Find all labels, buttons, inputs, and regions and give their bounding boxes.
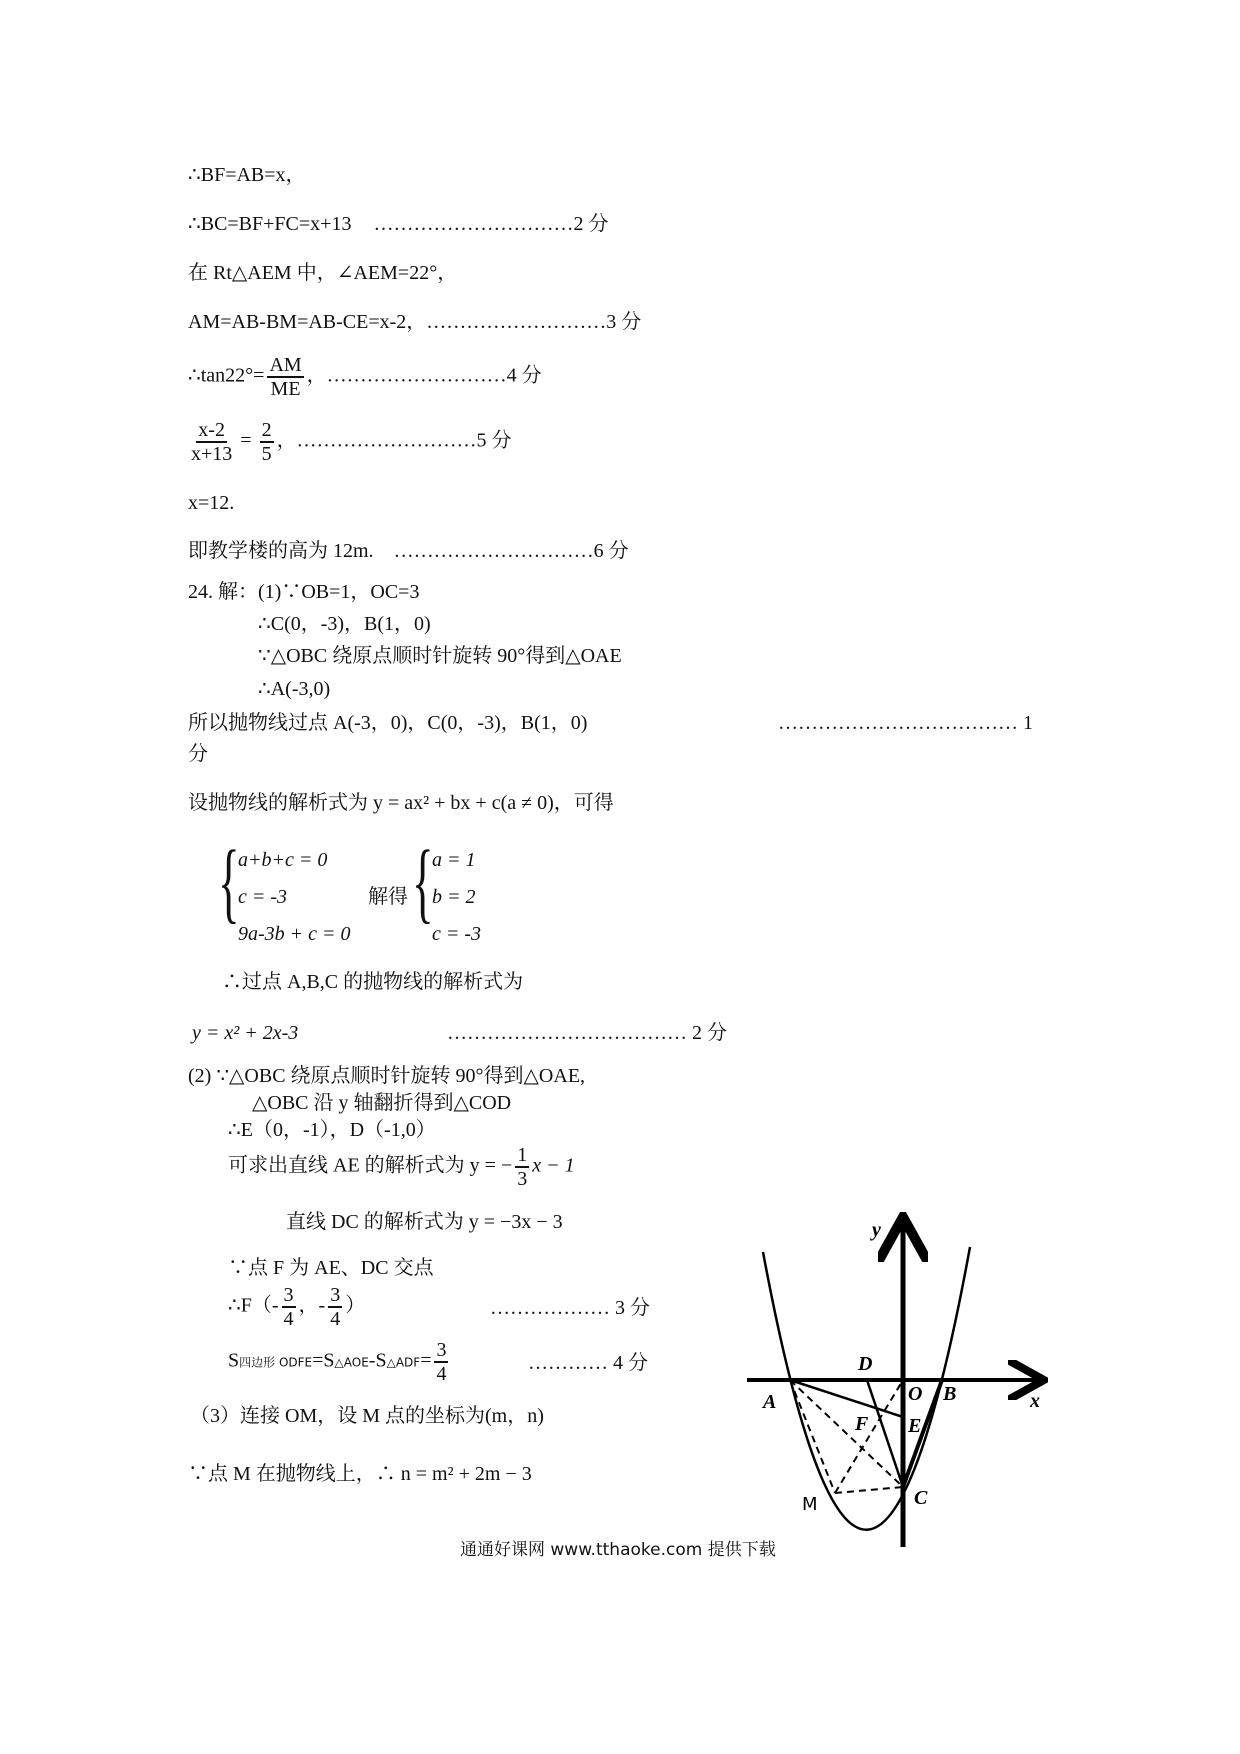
text-line: △OBC 沿 y 轴翻折得到△COD — [252, 1092, 512, 1114]
score-mark: ……………………………… 2 分 — [447, 1022, 727, 1044]
text-line: ∵点 M 在抛物线上，∴ n = m² + 2m − 3 — [188, 1463, 532, 1485]
label-A: A — [763, 1391, 777, 1413]
line-AE — [790, 1380, 903, 1417]
text-line: 直线 DC 的解析式为 y = −3x − 3 — [286, 1211, 563, 1233]
fraction: $\frac{1}{3}$ — [517, 1144, 528, 1190]
fraction: $\frac{3}{4}$ — [436, 1339, 447, 1385]
equation: a = 1 — [432, 849, 476, 871]
text-line: ∴F（- $\frac{3}{4}$ ，- $\frac{3}{4}$ ） — [228, 1284, 366, 1330]
equation: c = -3 — [432, 923, 482, 945]
footer: 通通好课网 www.tthaoke.com 提供下载 — [460, 1540, 776, 1560]
dashed-MC — [835, 1487, 903, 1493]
text-line: 在 Rt△AEM 中，∠AEM=22°， — [188, 262, 458, 284]
text-line: (2) ∵△OBC 绕原点顺时针旋转 90°得到△OAE, — [188, 1065, 586, 1087]
text-line: （3）连接 OM，设 M 点的坐标为(m，n) — [190, 1405, 544, 1427]
label-O: O — [908, 1383, 923, 1405]
equation: ∴tan22°= — [188, 364, 265, 387]
text-label: 解得 — [368, 886, 408, 908]
text-line: ∵△OBC 绕原点顺时针旋转 90°得到△OAE — [258, 645, 622, 667]
text-line: 分 — [188, 743, 208, 765]
score-mark: ………………………3 分 — [426, 311, 642, 333]
score-mark: ……………………………… 1 — [778, 712, 1033, 734]
numerator: AM — [269, 354, 302, 376]
equation: y = x² + 2x-3 — [192, 1022, 299, 1044]
score-mark: ，………………………4 分 — [306, 364, 542, 387]
line-DC — [867, 1380, 903, 1487]
denominator: x+13 — [191, 443, 233, 465]
fraction: $\frac{3}{4}$ — [330, 1284, 341, 1330]
equation: c = -3 — [238, 886, 288, 908]
score-mark: ，………………………5 分 — [276, 429, 512, 452]
text-line: ∴E（0，-1），D（-1,0） — [228, 1119, 436, 1141]
numerator: 2 — [261, 419, 272, 441]
equation: 9a-3b + c = 0 — [238, 923, 351, 945]
equation: ∴BC=BF+FC=x+13 — [188, 213, 352, 235]
text-line: x=12. — [188, 492, 235, 514]
text-line: ∵点 F 为 AE、DC 交点 — [228, 1257, 434, 1279]
label-C: C — [914, 1487, 928, 1509]
label-y: y — [872, 1219, 881, 1241]
equation: AM=AB-BM=AB-CE=x-2， — [188, 311, 427, 333]
score-mark: …………………………2 分 — [373, 213, 609, 235]
label-E: E — [908, 1415, 922, 1437]
label-D: D — [858, 1353, 873, 1375]
equation: b = 2 — [432, 886, 476, 908]
text-line: ∴A(-3,0) — [258, 678, 331, 700]
fraction: $\frac{3}{4}$ — [283, 1284, 294, 1330]
label-M: M — [802, 1494, 818, 1515]
denominator: ME — [270, 378, 301, 400]
equation: a+b+c = 0 — [238, 849, 328, 871]
denominator: 5 — [261, 443, 272, 465]
label-x: x — [1030, 1390, 1040, 1412]
numerator: x-2 — [198, 419, 225, 441]
score-mark: ………… 4 分 — [528, 1352, 648, 1374]
text-line: 可求出直线 AE 的解析式为 y = − $\frac{1}{3}$ x − 1 — [228, 1144, 575, 1190]
score-mark: ……………… 3 分 — [490, 1297, 650, 1319]
label-F: F — [855, 1413, 869, 1435]
label-B: B — [943, 1383, 957, 1405]
text-line: ∴C(0，-3)，B(1，0) — [258, 613, 431, 635]
text-line: ∴过点 A,B,C 的抛物线的解析式为 — [222, 971, 524, 993]
text-line: 所以抛物线过点 A(-3，0)，C(0，-3)，B(1，0) — [188, 712, 588, 734]
text-line: S四边形 ODFE=S△AOE-S△ADF= $\frac{3}{4}$ — [228, 1339, 447, 1385]
score-mark: …………………………6 分 — [393, 540, 629, 562]
text-line: 24. 解：(1)∵OB=1，OC=3 — [188, 581, 420, 603]
equals: = — [240, 429, 252, 452]
dashed-AM — [790, 1380, 835, 1493]
left-brace: { — [218, 833, 240, 932]
left-brace: { — [412, 833, 434, 932]
text-line: ∴BF=AB=x， — [188, 164, 306, 186]
conclusion: 即教学楼的高为 12m. — [188, 540, 374, 562]
text-line: 设抛物线的解析式为 y = ax² + bx + c(a ≠ 0)，可得 — [188, 792, 614, 814]
